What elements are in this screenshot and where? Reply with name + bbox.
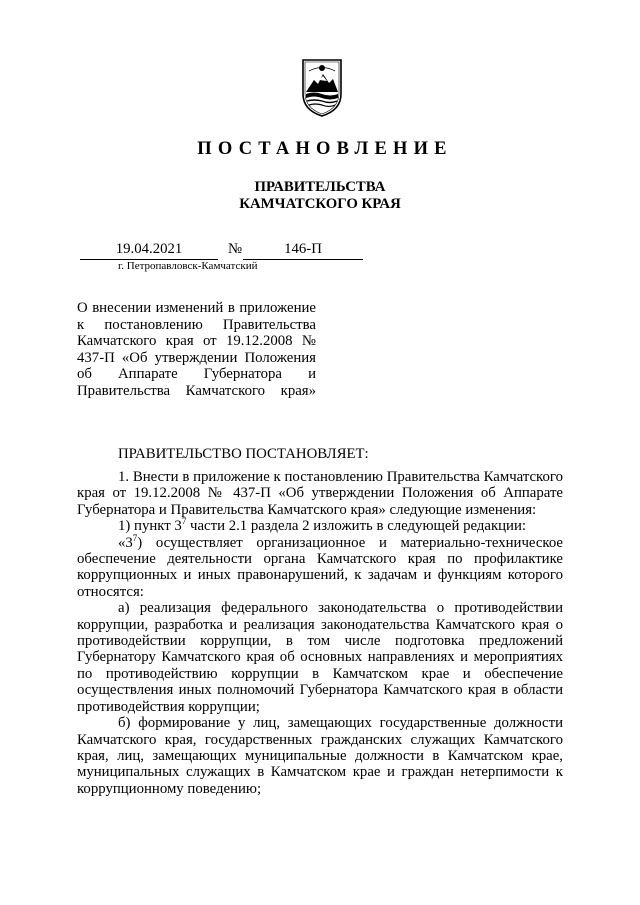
superscript: 7 (132, 532, 138, 543)
decree-heading: ПРАВИТЕЛЬСТВО ПОСТАНОВЛЯЕТ: (118, 446, 369, 462)
paragraph-3 (77, 532, 563, 601)
paragraph-3-rest: ) осуществляет организационное и материально-техническое обеспечение деятельности органа Камчатского края по профилактике коррупционных и иных правонарушений, к задачам и функциям которого относятся: (77, 534, 563, 600)
paragraph-2 (77, 518, 563, 534)
issuing-authority (0, 179, 640, 213)
document-body (77, 469, 563, 797)
document-city: г. Петропавловск-Камчатский (118, 260, 258, 272)
paragraph-5: б) формирование у лиц, замещающих государственные должности Камчатского края, государственных гражданских служащих Камчатского края, лиц, замещающих муниципальные должности в Камчатском крае, муниципальных служащих в Камчатском крае и граждан нетерпимости к коррупционному поведению; (77, 715, 563, 797)
kamchatka-coat-of-arms-icon (301, 58, 343, 118)
paragraph-2-start: 1) пункт 3 (118, 518, 182, 535)
paragraph-4: а) реализация федерального законодательства о противодействии коррупции, разработка и реализация законодательства Камчатского края о противодействии коррупции, в том числе подготовка предложений Губернатору Камчатского края об основных направлениях и мероприятиях по противодействию коррупции в Камчатском крае и обеспечение осуществления иных полномочий Губернатора Камчатского края в области противодействия коррупции; (77, 600, 563, 715)
authority-line-2: КАМЧАТСКОГО КРАЯ (239, 196, 401, 212)
document-subject: О внесении изменений в приложение к постановлению Правительства Камчатского края от 19.12.2008 № 437-П «Об утверждении Положения об Аппарате Губернатора и Правительства Камчатского края» (77, 300, 316, 399)
paragraph-2-rest: части 2.1 раздела 2 изложить в следующей редакции: (186, 518, 526, 535)
number-sign: № (228, 241, 243, 257)
document-title: ПОСТАНОВЛЕНИЕ (197, 139, 453, 159)
superscript: 7 (181, 516, 187, 527)
document-number: 146-П (243, 241, 363, 260)
paragraph-3-start: «3 (118, 534, 133, 551)
paragraph-1: 1. Внести в приложение к постановлению Правительства Камчатского края от 19.12.2008 № 437-П «Об утверждении Положения об Аппарате Губернатора и Правительства Камчатского края» следующие изменения: (77, 469, 563, 518)
authority-line-1: ПРАВИТЕЛЬСТВА (254, 179, 386, 195)
document-date: 19.04.2021 (80, 241, 218, 260)
